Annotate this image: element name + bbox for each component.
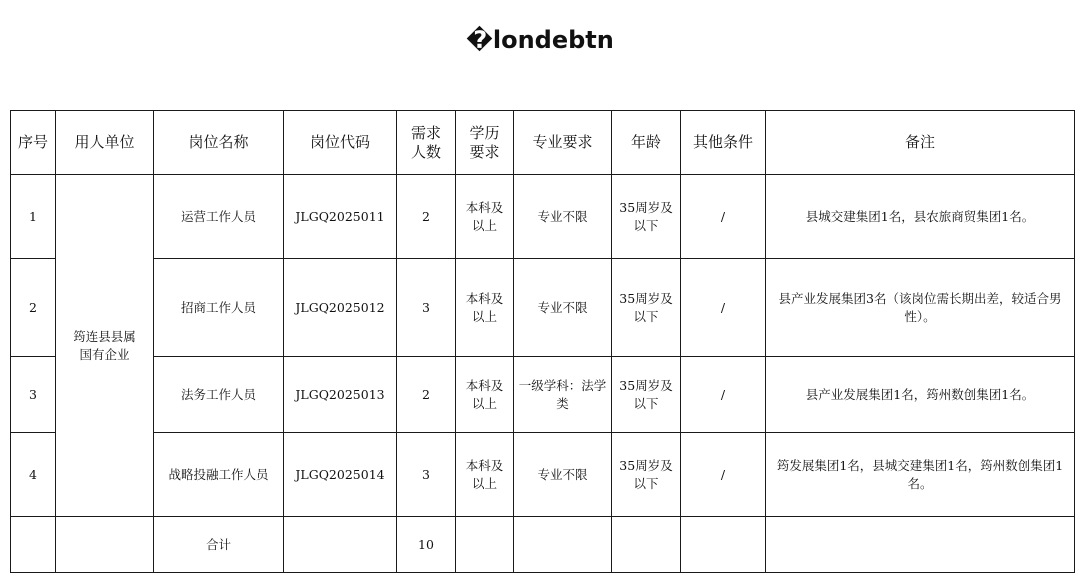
total-age-empty bbox=[612, 517, 681, 573]
row-education: 本科及以上 bbox=[456, 259, 514, 357]
row-post-name: 战略投融工作人员 bbox=[154, 433, 284, 517]
header-unit: 用人单位 bbox=[56, 111, 154, 175]
row-education: 本科及以上 bbox=[456, 357, 514, 433]
row-education: 本科及以上 bbox=[456, 175, 514, 259]
unit-name-cell: 筠连县县属国有企业 bbox=[56, 175, 154, 517]
header-age: 年龄 bbox=[612, 111, 681, 175]
row-post-name: 招商工作人员 bbox=[154, 259, 284, 357]
row-other: / bbox=[681, 259, 766, 357]
header-post-name: 岗位名称 bbox=[154, 111, 284, 175]
row-post-name: 运营工作人员 bbox=[154, 175, 284, 259]
row-post-code: JLGQ2025014 bbox=[284, 433, 397, 517]
total-code-empty bbox=[284, 517, 397, 573]
row-seq: 2 bbox=[11, 259, 56, 357]
row-age: 35周岁及以下 bbox=[612, 259, 681, 357]
row-major: 专业不限 bbox=[514, 433, 612, 517]
total-row bbox=[11, 517, 1075, 573]
total-count: 10 bbox=[397, 517, 456, 573]
row-seq: 3 bbox=[11, 357, 56, 433]
row-count: 3 bbox=[397, 433, 456, 517]
row-age: 35周岁及以下 bbox=[612, 433, 681, 517]
total-unit-empty bbox=[56, 517, 154, 573]
title-line-1: �londebtn bbox=[466, 26, 614, 54]
row-age: 35周岁及以下 bbox=[612, 357, 681, 433]
row-post-code: JLGQ2025012 bbox=[284, 259, 397, 357]
header-count: 需求人数 bbox=[397, 111, 456, 175]
table-row bbox=[11, 357, 1075, 433]
document-title bbox=[0, 22, 1080, 59]
row-post-name: 法务工作人员 bbox=[154, 357, 284, 433]
row-count: 2 bbox=[397, 357, 456, 433]
positions-table bbox=[10, 110, 1075, 573]
table-row bbox=[11, 259, 1075, 357]
header-education: 学历要求 bbox=[456, 111, 514, 175]
row-education: 本科及以上 bbox=[456, 433, 514, 517]
row-note: 筠发展集团1名，县城交建集团1名，筠州数创集团1名。 bbox=[766, 433, 1075, 517]
row-other: / bbox=[681, 175, 766, 259]
header-major: 专业要求 bbox=[514, 111, 612, 175]
row-post-code: JLGQ2025011 bbox=[284, 175, 397, 259]
table-row bbox=[11, 433, 1075, 517]
row-seq: 1 bbox=[11, 175, 56, 259]
table-row bbox=[11, 175, 1075, 259]
header-row bbox=[11, 111, 1075, 175]
row-note: 县产业发展集团1名，筠州数创集团1名。 bbox=[766, 357, 1075, 433]
row-note: 县产业发展集团3名（该岗位需长期出差，较适合男性）。 bbox=[766, 259, 1075, 357]
header-note: 备注 bbox=[766, 111, 1075, 175]
header-other: 其他条件 bbox=[681, 111, 766, 175]
row-other: / bbox=[681, 357, 766, 433]
row-major: 专业不限 bbox=[514, 259, 612, 357]
row-count: 2 bbox=[397, 175, 456, 259]
row-count: 3 bbox=[397, 259, 456, 357]
row-age: 35周岁及以下 bbox=[612, 175, 681, 259]
header-seq: 序号 bbox=[11, 111, 56, 175]
total-note-empty bbox=[766, 517, 1075, 573]
row-seq: 4 bbox=[11, 433, 56, 517]
row-other: / bbox=[681, 433, 766, 517]
total-other-empty bbox=[681, 517, 766, 573]
row-post-code: JLGQ2025013 bbox=[284, 357, 397, 433]
total-education-empty bbox=[456, 517, 514, 573]
row-note: 县城交建集团1名，县农旅商贸集团1名。 bbox=[766, 175, 1075, 259]
row-major: 专业不限 bbox=[514, 175, 612, 259]
row-major: 一级学科：法学类 bbox=[514, 357, 612, 433]
header-post-code: 岗位代码 bbox=[284, 111, 397, 175]
total-label: 合计 bbox=[154, 517, 284, 573]
total-seq-empty bbox=[11, 517, 56, 573]
total-major-empty bbox=[514, 517, 612, 573]
